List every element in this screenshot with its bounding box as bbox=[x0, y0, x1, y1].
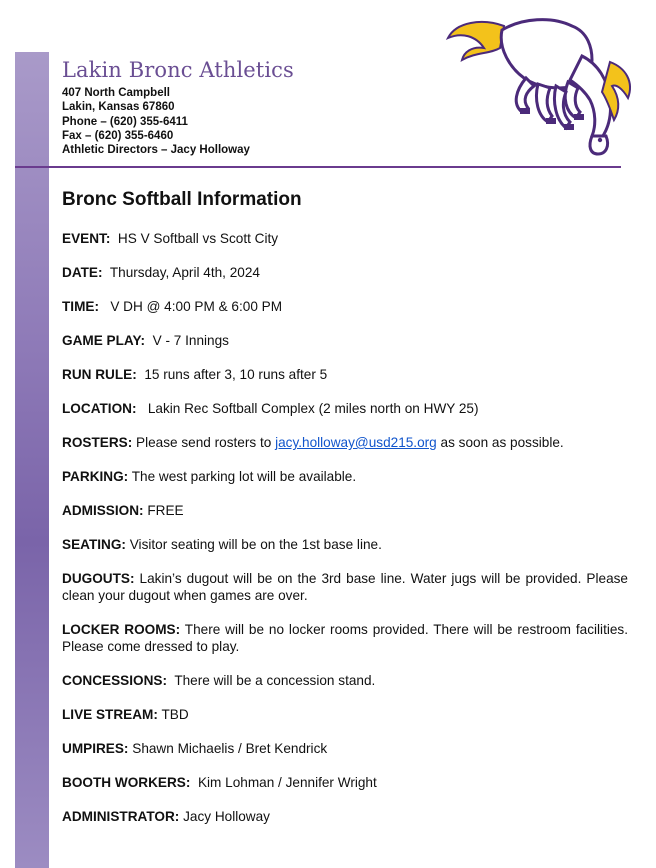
seating-item bbox=[62, 536, 628, 553]
date-label: DATE: bbox=[62, 265, 103, 280]
directors-line: Athletic Directors – Jacy Holloway bbox=[62, 144, 250, 157]
rosters-text-before: Please send rosters to bbox=[136, 435, 272, 450]
header-divider bbox=[15, 166, 621, 168]
event-value: HS V Softball vs Scott City bbox=[117, 231, 279, 246]
document-body bbox=[62, 188, 628, 842]
administrator-item bbox=[62, 808, 628, 825]
umpires-value: Shawn Michaelis / Bret Kendrick bbox=[132, 741, 328, 756]
location-label: LOCATION: bbox=[62, 401, 137, 416]
parking-label: PARKING: bbox=[62, 469, 129, 484]
admission-label: ADMISSION: bbox=[62, 503, 144, 518]
rosters-item bbox=[62, 434, 628, 451]
booth-workers-label: BOOTH WORKERS: bbox=[62, 775, 191, 790]
rosters-text-after: as soon as possible. bbox=[440, 435, 564, 450]
dugouts-item bbox=[62, 570, 628, 604]
umpires-label: UMPIRES: bbox=[62, 741, 129, 756]
date-item bbox=[62, 264, 628, 281]
booth-workers-item bbox=[62, 774, 628, 791]
org-name: Lakin Bronc Athletics bbox=[62, 58, 294, 82]
concessions-item bbox=[62, 672, 628, 689]
admission-item bbox=[62, 502, 628, 519]
seating-value: Visitor seating will be on the 1st base line. bbox=[129, 537, 382, 552]
live-stream-value: TBD bbox=[161, 707, 189, 722]
seating-label: SEATING: bbox=[62, 537, 126, 552]
concessions-label: CONCESSIONS: bbox=[62, 673, 167, 688]
time-value: V DH @ 4:00 PM & 6:00 PM bbox=[110, 299, 283, 314]
run-rule-label: RUN RULE: bbox=[62, 367, 137, 382]
rosters-label: ROSTERS: bbox=[62, 435, 133, 450]
time-item bbox=[62, 298, 628, 315]
phone-line: Phone – (620) 355-6411 bbox=[62, 115, 188, 128]
bronco-horse-icon bbox=[442, 8, 638, 158]
document-title: Bronc Softball Information bbox=[62, 189, 302, 210]
live-stream-item bbox=[62, 706, 628, 723]
parking-value: The west parking lot will be available. bbox=[131, 469, 357, 484]
dugouts-label: DUGOUTS: bbox=[62, 571, 135, 586]
city-line: Lakin, Kansas 67860 bbox=[62, 101, 175, 114]
location-item bbox=[62, 400, 628, 417]
sidebar-band bbox=[15, 52, 49, 868]
administrator-label: ADMINISTRATOR: bbox=[62, 809, 180, 824]
umpires-item bbox=[62, 740, 628, 757]
time-label: TIME: bbox=[62, 299, 99, 314]
game-play-value: V - 7 Innings bbox=[152, 333, 229, 348]
administrator-value: Jacy Holloway bbox=[183, 809, 270, 824]
locker-rooms-value: There will be no locker rooms provided. There will be restroom facilities. Please come dressed to play. bbox=[62, 622, 628, 654]
locker-rooms-label: LOCKER ROOMS: bbox=[62, 622, 181, 637]
run-rule-item bbox=[62, 366, 628, 383]
admission-value: FREE bbox=[147, 503, 184, 518]
address-line: 407 North Campbell bbox=[62, 87, 170, 99]
dugouts-value: Lakin’s dugout will be on the 3rd base line. Water jugs will be provided. Please clean your dugout when games are over. bbox=[62, 571, 628, 603]
letterhead bbox=[62, 58, 294, 157]
booth-workers-value: Kim Lohman / Jennifer Wright bbox=[197, 775, 377, 790]
location-value: Lakin Rec Softball Complex (2 miles north on HWY 25) bbox=[147, 401, 479, 416]
fax-line: Fax – (620) 355-6460 bbox=[62, 129, 174, 142]
live-stream-label: LIVE STREAM: bbox=[62, 707, 158, 722]
event-label: EVENT: bbox=[62, 231, 111, 246]
date-value: Thursday, April 4th, 2024 bbox=[109, 265, 260, 280]
locker-rooms-item bbox=[62, 621, 628, 655]
game-play-item bbox=[62, 332, 628, 349]
event-item bbox=[62, 230, 628, 247]
run-rule-value: 15 runs after 3, 10 runs after 5 bbox=[144, 367, 328, 382]
parking-item bbox=[62, 468, 628, 485]
rosters-email-link[interactable]: jacy.holloway@usd215.org bbox=[275, 435, 437, 450]
game-play-label: GAME PLAY: bbox=[62, 333, 146, 348]
concessions-value: There will be a concession stand. bbox=[174, 673, 376, 688]
